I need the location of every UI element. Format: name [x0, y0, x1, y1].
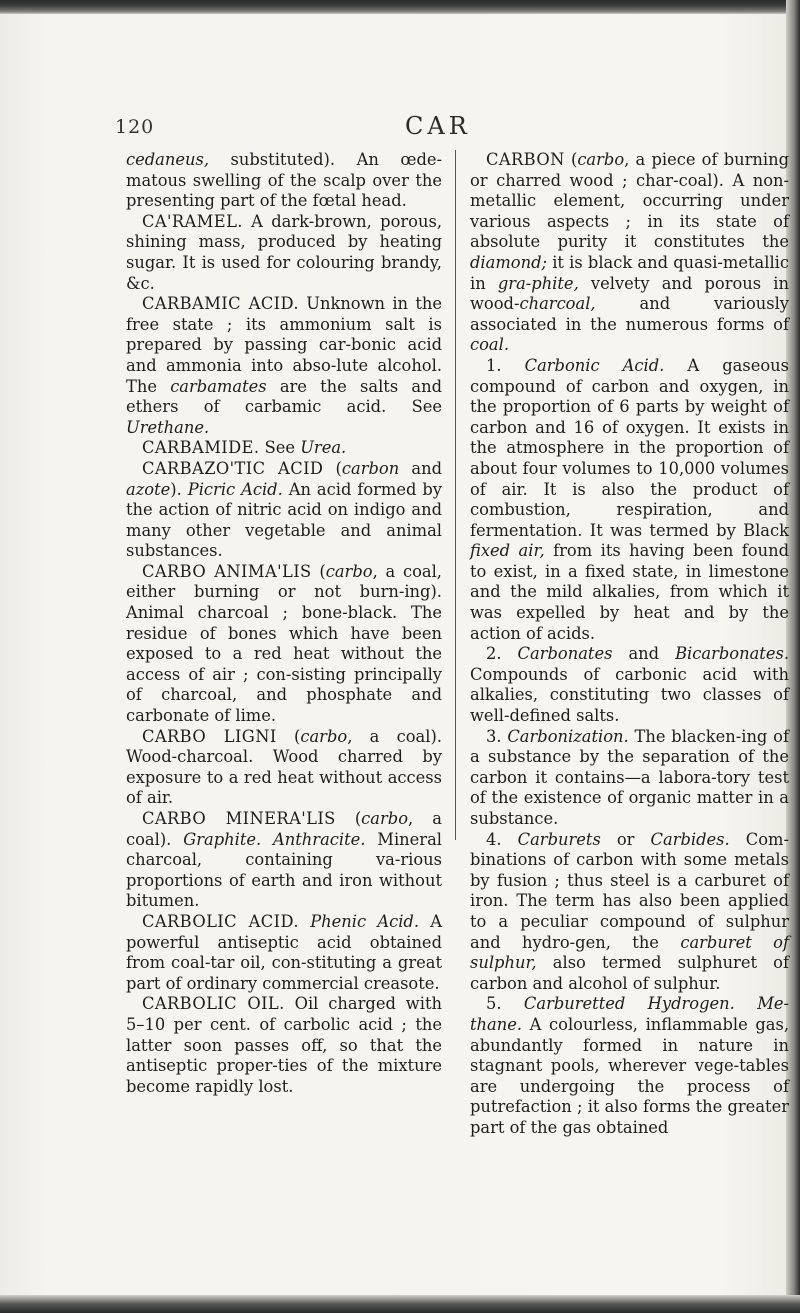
- dictionary-entry: [470, 644, 789, 726]
- dictionary-entry: [126, 994, 442, 1097]
- left-column: [126, 150, 442, 1097]
- entry-headword: CARBAMIC ACID.: [142, 294, 299, 314]
- italic-term: azote: [126, 479, 171, 499]
- italic-term: coal.: [470, 335, 510, 355]
- dictionary-entry: [126, 912, 442, 994]
- entry-text: Compounds of carbonic acid with alkalies, constituting two classes of well-defined salts.: [470, 664, 789, 726]
- right-column: [470, 150, 789, 1139]
- page-number: 120: [115, 116, 155, 138]
- entry-text: and variously associated in the numerous forms of: [470, 294, 789, 334]
- italic-term: charcoal,: [519, 294, 596, 314]
- entry-text: 5.: [486, 994, 524, 1014]
- italic-term: carbon: [341, 458, 400, 478]
- entry-headword: CARBOLIC ACID.: [142, 911, 299, 931]
- entry-text: from its having been found to exist, in a fixed state, in limestone and the mild alkalies, from which it was expelled by heat and by the action of acids.: [470, 541, 789, 643]
- entry-text: , a piece of burning or charred wood ; char-coal). A non-metallic element, occurring under various aspects ; in its state of absolute purity it constitutes the: [470, 150, 789, 252]
- entry-text: are the salts and ethers of carbamic acid. See: [126, 376, 442, 417]
- entry-headword: CARBO MINERA'LIS: [142, 809, 336, 828]
- entry-text: A powerful antiseptic acid obtained from coal-tar oil, con-stituting a great part of ordinary commercial creasote.: [126, 911, 442, 993]
- column-divider: [455, 150, 456, 840]
- entry-text: it is black and quasi-metallic in: [470, 252, 789, 293]
- italic-term: Carburets: [517, 829, 601, 849]
- dictionary-entry: [126, 150, 442, 212]
- entry-text: or: [600, 829, 651, 849]
- italic-term: Bicarbonates.: [675, 644, 789, 664]
- dictionary-entry: [470, 994, 789, 1138]
- entry-text: [299, 912, 310, 931]
- entry-text: (: [335, 809, 362, 828]
- italic-term: carburet of sulphur,: [470, 932, 790, 973]
- entry-text: (: [323, 458, 342, 478]
- entry-text: The blacken-ing of a substance by the separation of the carbon it contains—a labora-tory test of the existence of organic matter in a substance.: [470, 726, 789, 828]
- dictionary-entry: [470, 830, 789, 995]
- page-header: [115, 112, 755, 146]
- italic-term: Carbonates: [517, 644, 613, 664]
- entry-text: ).: [170, 479, 188, 499]
- italic-term: cedaneus,: [126, 150, 210, 169]
- entry-text: , a coal, either burning or not burn-ing). Animal charcoal ; bone-black. The residue of bones which have been exposed to a red heat without the access of air ; con-sisting principally of charcoal, and phosphate and carbonate of lime.: [126, 561, 442, 726]
- entry-headword: CARBO ANIMA'LIS: [142, 561, 312, 581]
- entry-headword: CA'RAMEL.: [142, 211, 243, 231]
- italic-term: carbo: [361, 809, 409, 828]
- italic-term: Me-thane.: [470, 994, 789, 1034]
- italic-term: Carbides.: [650, 829, 730, 849]
- entry-text: 4.: [486, 829, 518, 849]
- entry-text: 3.: [486, 726, 508, 746]
- dictionary-entry: [126, 438, 442, 459]
- dictionary-entry: [126, 727, 442, 809]
- italic-term: carbamates: [170, 376, 267, 396]
- italic-term: Carbonization.: [507, 726, 629, 746]
- entry-text: (: [564, 150, 578, 169]
- scan-bottom-edge: [0, 1295, 800, 1313]
- entry-text: A gaseous compound of carbon and oxygen, in the proportion of 6 parts by weight of carbon and 16 of oxygen. It exists in the atmosphere in the proportion of about four volumes to 10,000 volumes of air. It is also the product of combustion, respiration, and fermentation. It was termed by Black: [470, 355, 789, 540]
- entry-text: , a coal). Wood-charcoal. Wood charred by exposure to a red heat without access of air.: [126, 726, 442, 808]
- italic-term: fixed air,: [470, 541, 545, 561]
- entry-headword: CARBOLIC OIL.: [142, 994, 285, 1014]
- italic-term: Urethane.: [126, 417, 210, 437]
- entry-text: and: [399, 458, 443, 478]
- dictionary-entry: [126, 459, 442, 562]
- entry-text: also termed sulphuret of carbon and alcohol of sulphur.: [470, 953, 789, 993]
- entry-text: Mineral charcoal, containing va-rious proportions of earth and iron without bitumen.: [126, 829, 442, 911]
- italic-term: Picric Acid.: [187, 479, 283, 499]
- italic-term: Urea.: [300, 438, 347, 458]
- italic-term: diamond;: [470, 252, 547, 272]
- entry-text: An acid formed by the action of nitric acid on indigo and many other vegetable and animal substances.: [126, 479, 443, 561]
- italic-term: Carbonic Acid.: [524, 355, 665, 375]
- running-head: CAR: [405, 112, 471, 140]
- italic-term: gra-phite,: [497, 273, 579, 293]
- entry-headword: CARBAMIDE.: [142, 438, 260, 458]
- dictionary-entry: [126, 562, 442, 727]
- entry-text: Unknown in the free state ; its ammonium salt is prepared by passing car-bonic acid and ammonia into abso-lute alcohol. The: [126, 294, 442, 396]
- entry-text: 1.: [486, 355, 525, 375]
- entry-text: See: [259, 438, 301, 458]
- italic-term: Graphite.: [183, 829, 262, 849]
- entry-text: A colourless, inflammable gas, abundantly formed in nature in stagnant pools, wherever vege-tables are undergoing the process of putrefaction ; it also forms the greater part of the gas obtained: [470, 1014, 789, 1137]
- scan-top-edge: [0, 0, 800, 14]
- entry-text: and: [612, 644, 676, 664]
- entry-text: [735, 994, 757, 1013]
- entry-text: (: [311, 561, 326, 581]
- dictionary-entry: [126, 212, 442, 294]
- entry-text: Com-binations of carbon with some metals by fusion ; thus steel is a carburet of iron. The term has also been applied to a peculiar compound of sulphur and hydro-gen, the: [470, 829, 789, 952]
- dictionary-entry: [470, 356, 789, 644]
- dictionary-entry: [470, 727, 789, 830]
- entry-headword: CARBAZO'TIC ACID: [142, 458, 324, 478]
- entry-text: 2.: [486, 644, 518, 664]
- entry-text: , a coal).: [126, 809, 442, 849]
- entry-text: Oil charged with 5–10 per cent. of carbolic acid ; the latter soon passes off, so that the antiseptic proper-ties of the mixture become rapidly lost.: [126, 994, 442, 1096]
- entry-text: [261, 830, 273, 849]
- italic-term: Phenic Acid.: [310, 911, 419, 931]
- entry-headword: CARBON: [486, 150, 565, 169]
- entry-headword: CARBO LIGNI: [142, 726, 277, 746]
- italic-term: Carburetted Hydrogen.: [523, 994, 735, 1014]
- dictionary-entry: [126, 809, 442, 912]
- italic-term: carbo: [577, 150, 625, 169]
- dictionary-entry: [126, 294, 442, 438]
- entry-text: (: [276, 726, 301, 746]
- dictionary-entry: [470, 150, 789, 356]
- entry-text: substituted). An œde-matous swelling of the scalp over the presenting part of the fœtal head.: [126, 150, 442, 211]
- italic-term: Anthracite.: [273, 829, 366, 849]
- entry-text: velvety and porous in wood-: [470, 273, 789, 314]
- italic-term: carbo: [300, 726, 348, 746]
- entry-text: A dark-brown, porous, shining mass, produced by heating sugar. It is used for colouring brandy, &c.: [126, 211, 442, 293]
- italic-term: carbo: [325, 561, 373, 581]
